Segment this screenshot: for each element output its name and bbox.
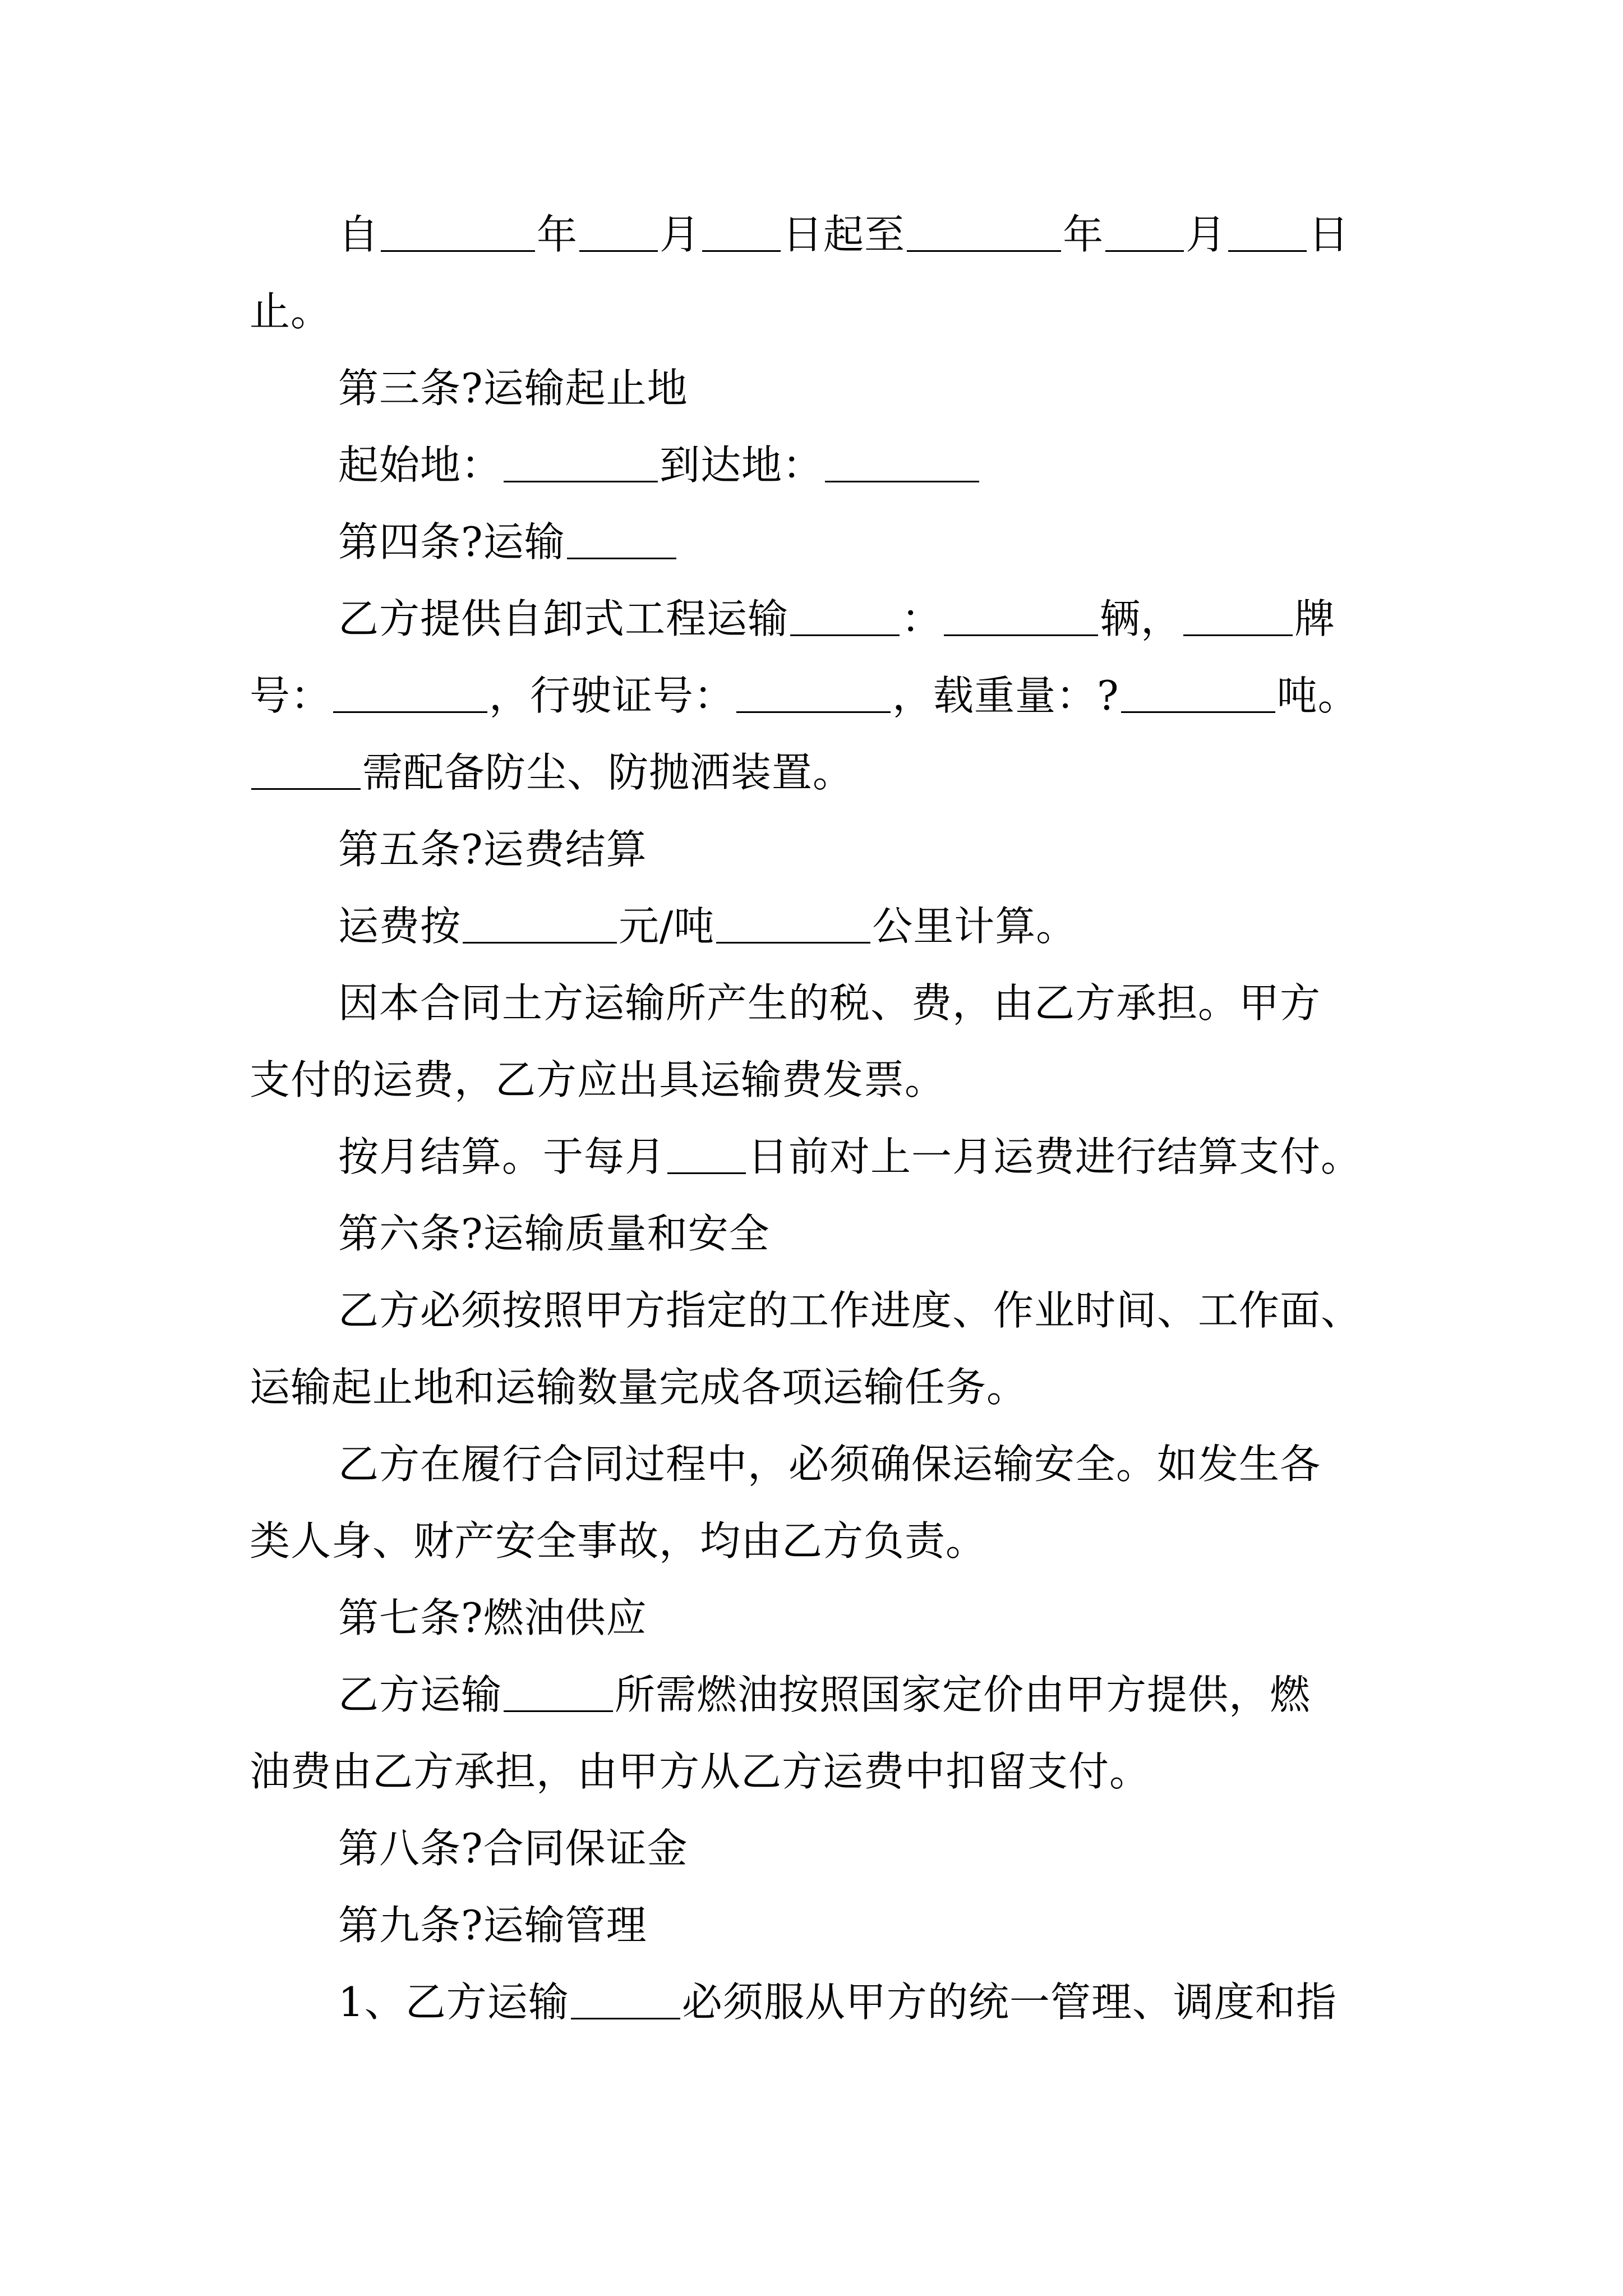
- origin-destination-line: [250, 427, 1394, 504]
- blank-plate: [1183, 603, 1293, 636]
- text-load: ，载重量：?: [892, 672, 1119, 719]
- text-management: 必须服从甲方的统一管理、调度和指: [681, 1978, 1337, 2026]
- article-7-heading: [250, 1580, 1394, 1657]
- article-3-heading: [250, 350, 1394, 427]
- text-end: 止。: [250, 288, 332, 335]
- dust-device-line: [250, 734, 1394, 811]
- fuel-line-cont: [250, 1733, 1394, 1810]
- blank-vehicle-type: [790, 603, 900, 636]
- heading-text: 第七条?燃油供应: [338, 1594, 647, 1641]
- text-destination: 到达地：: [660, 441, 824, 489]
- blank-distance: [716, 910, 870, 944]
- contract-term-line-end: [250, 273, 1394, 350]
- text-origin: 起始地：: [338, 441, 502, 489]
- blank-fare-rate: [463, 910, 617, 944]
- text-yuan-per-ton: 元/吨: [619, 903, 715, 950]
- blank-vehicle: [571, 1986, 680, 2019]
- text-transport: 乙方运输: [338, 1671, 502, 1718]
- quality-line-cont: [250, 1349, 1394, 1426]
- text-plate: 牌: [1294, 595, 1336, 642]
- text-day: 日: [1308, 211, 1350, 258]
- article-4-heading: [250, 504, 1394, 581]
- blank-plate-number: [333, 680, 487, 713]
- heading-text: 第四条?运输: [338, 518, 565, 565]
- blank-settlement-day: [667, 1141, 746, 1174]
- text-year: 年: [1063, 211, 1104, 258]
- paragraph-text: 乙方必须按照甲方指定的工作进度、作业时间、工作面、: [338, 1287, 1362, 1334]
- text-fare-by: 运费按: [338, 903, 462, 950]
- text-settlement: 日前对上一月运费进行结算支付。: [748, 1133, 1362, 1180]
- vehicle-provision-line: [250, 581, 1394, 657]
- tax-line: [250, 965, 1394, 1042]
- blank-end-year: [907, 219, 1061, 252]
- heading-text: 第五条?运费结算: [338, 826, 647, 873]
- paragraph-text: 乙方在履行合同过程中，必须确保运输安全。如发生各: [338, 1441, 1321, 1488]
- article-5-heading: [250, 811, 1394, 888]
- blank-load: [1121, 680, 1275, 713]
- paragraph-text: 油费由乙方承担，由甲方从乙方运费中扣留支付。: [250, 1748, 1151, 1795]
- text-monthly: 按月结算。于每月: [338, 1133, 666, 1180]
- blank-vehicle: [567, 526, 676, 559]
- blank-end-day: [1228, 219, 1307, 252]
- text-dust-device: 需配备防尘、防抛洒装置。: [362, 749, 854, 796]
- text-colon: ：: [901, 595, 943, 642]
- blank-license-number: [736, 680, 891, 713]
- heading-text: 第八条?合同保证金: [338, 1825, 688, 1872]
- article-6-heading: [250, 1195, 1394, 1272]
- text-month: 月: [660, 211, 701, 258]
- quality-line: [250, 1272, 1394, 1349]
- blank-vehicle: [504, 1679, 613, 1712]
- blank-start-day: [702, 219, 781, 252]
- heading-text: 第九条?运输管理: [338, 1902, 647, 1949]
- text-year: 年: [537, 211, 578, 258]
- heading-text: 第三条?运输起止地: [338, 365, 688, 412]
- tax-line-cont: [250, 1042, 1394, 1119]
- fuel-line: [250, 1657, 1394, 1733]
- paragraph-text: 类人身、财产安全事故，均由乙方负责。: [250, 1517, 987, 1565]
- contract-term-line: [250, 196, 1394, 273]
- blank-start-year: [381, 219, 535, 252]
- text-from: 自: [338, 211, 380, 258]
- blank-vehicle-count: [944, 603, 1098, 636]
- article-9-heading: [250, 1887, 1394, 1964]
- blank-vehicle: [251, 757, 361, 790]
- fare-rate-line: [250, 888, 1394, 965]
- text-vehicle-provision: 乙方提供自卸式工程运输: [338, 595, 789, 642]
- management-line: [250, 1964, 1394, 2041]
- vehicle-details-line: [250, 657, 1394, 734]
- text-day-to: 日起至: [782, 211, 906, 258]
- blank-destination: [825, 449, 979, 482]
- safety-line: [250, 1426, 1394, 1503]
- text-km-calc: 公里计算。: [872, 903, 1077, 950]
- blank-origin: [504, 449, 658, 482]
- article-8-heading: [250, 1810, 1394, 1887]
- paragraph-text: 运输起止地和运输数量完成各项运输任务。: [250, 1364, 1028, 1411]
- text-license: ，行驶证号：: [489, 672, 735, 719]
- text-ton: 吨。: [1276, 672, 1359, 719]
- text-month: 月: [1186, 211, 1227, 258]
- text-unit-vehicle: 辆，: [1100, 595, 1182, 642]
- paragraph-text: 因本合同土方运输所产生的税、费，由乙方承担。甲方: [338, 979, 1321, 1027]
- text-fuel: 所需燃油按照国家定价由甲方提供，燃: [615, 1671, 1311, 1718]
- safety-line-cont: [250, 1503, 1394, 1580]
- text-item-1: 1、乙方运输: [338, 1978, 569, 2026]
- blank-start-month: [579, 219, 658, 252]
- document-body: [250, 196, 1394, 2041]
- text-number: 号：: [250, 672, 332, 719]
- paragraph-text: 支付的运费，乙方应出具运输费发票。: [250, 1056, 946, 1103]
- blank-end-month: [1105, 219, 1184, 252]
- monthly-settlement-line: [250, 1119, 1394, 1195]
- heading-text: 第六条?运输质量和安全: [338, 1210, 770, 1257]
